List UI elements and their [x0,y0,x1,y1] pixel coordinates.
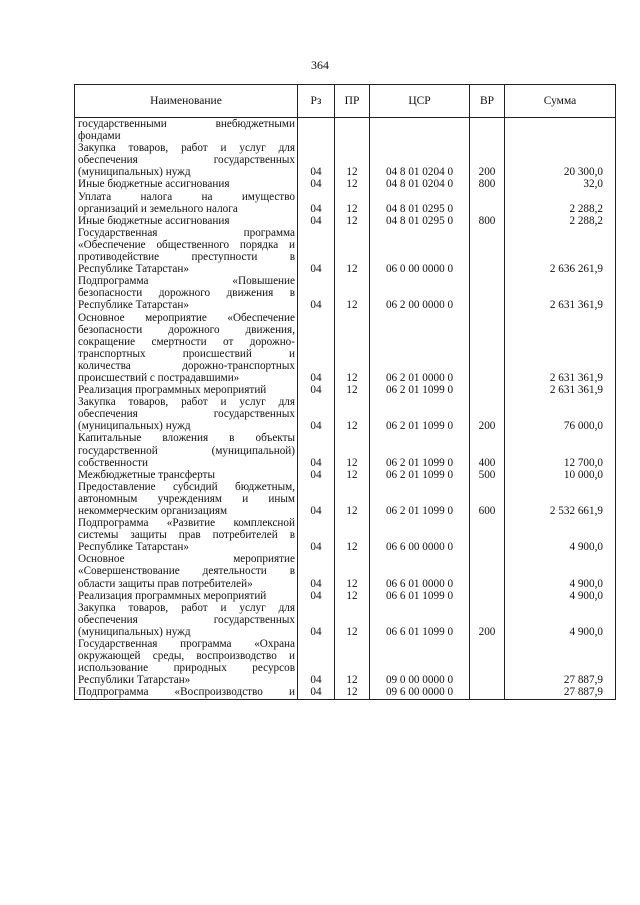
row-csr: 04 8 01 0295 0 [370,191,470,215]
header-csr: ЦСР [370,85,470,118]
row-name-line: происшествий с пострадавшими» [78,371,240,384]
row-rz: 04 [298,686,335,699]
row-name-line: Государственная программа «Охрана [78,638,295,651]
header-pr: ПР [335,85,370,118]
row-name [75,384,298,396]
row-csr: 06 2 01 1099 0 [370,481,470,517]
row-sum: 32,0 [505,178,616,190]
row-rz: 04 [298,275,335,311]
row-name [75,312,298,385]
row-csr: 06 6 01 0000 0 [370,553,470,589]
row-name [75,275,298,311]
row-vr [470,590,505,602]
row-name [75,227,298,275]
row-csr: 06 2 01 1099 0 [370,384,470,396]
row-vr [470,553,505,589]
row-name [75,553,298,589]
row-name-line: (муниципальных) нужд [78,420,191,433]
row-csr: 04 8 01 0204 0 [370,142,470,178]
table-row [75,275,616,311]
row-pr: 12 [335,142,370,178]
row-name [75,191,298,215]
row-csr: 04 8 01 0204 0 [370,178,470,190]
row-sum: 2 631 361,9 [505,312,616,385]
row-name-line: Закупка товаров, работ и услуг для [78,601,295,614]
table-row [75,396,616,432]
row-rz: 04 [298,602,335,638]
table-body [75,118,616,700]
table-row [75,481,616,517]
row-name-line: «Совершенствование деятельности в [78,565,295,578]
table-row [75,142,616,178]
row-pr: 12 [335,396,370,432]
row-rz: 04 [298,396,335,432]
row-sum: 10 000,0 [505,469,616,481]
row-sum: 2 532 661,9 [505,481,616,517]
row-rz: 04 [298,469,335,481]
header-sum: Сумма [505,85,616,118]
row-name [75,481,298,517]
row-vr [470,275,505,311]
row-name-line: (муниципальных) нужд [78,625,191,638]
row-name-line: организаций и земельного налога [78,202,238,215]
row-sum: 2 288,2 [505,215,616,227]
row-sum [505,118,616,143]
table-row [75,686,616,699]
row-name-line: Основное мероприятие «Обеспечение [78,311,295,324]
row-vr [470,517,505,553]
row-name-line: некоммерческим организациям [78,505,228,517]
row-vr: 800 [470,178,505,190]
row-rz: 04 [298,432,335,468]
row-sum: 12 700,0 [505,432,616,468]
row-name [75,590,298,602]
row-pr: 12 [335,686,370,699]
row-sum: 27 887,9 [505,686,616,699]
row-rz: 04 [298,481,335,517]
table-row [75,178,616,190]
row-csr: 06 0 00 0000 0 [370,227,470,275]
row-name-line: Реализация программных мероприятий [78,589,267,602]
row-vr [470,191,505,215]
row-name-line: противодействие преступности в [78,251,295,264]
row-pr: 12 [335,481,370,517]
row-vr: 500 [470,469,505,481]
row-sum: 4 900,0 [505,590,616,602]
row-name-line: Государственная программа [78,226,295,239]
row-name-line: Республике Татарстан» [78,299,189,312]
row-csr: 06 2 01 0000 0 [370,312,470,385]
row-name-line: Закупка товаров, работ и услуг для [78,142,295,155]
row-pr: 12 [335,178,370,190]
page-number: 364 [311,58,329,72]
row-rz: 04 [298,215,335,227]
row-csr: 09 6 00 0000 0 [370,686,470,699]
row-pr: 12 [335,275,370,311]
row-csr: 04 8 01 0295 0 [370,215,470,227]
table-row [75,191,616,215]
row-name-line: Основное мероприятие [78,553,295,566]
row-pr: 12 [335,191,370,215]
row-name-line: Межбюджетные трансферты [78,468,215,481]
row-vr [470,638,505,686]
table-row [75,602,616,638]
row-rz: 04 [298,638,335,686]
row-name-line: Подпрограмма «Повышение [78,275,295,288]
row-name-line: количества дорожно-транспортных [78,359,295,372]
row-vr [470,227,505,275]
table-row [75,215,616,227]
row-name-line: обеспечения государственных [78,613,295,626]
row-name-line: области защиты прав потребителей» [78,577,253,590]
row-pr: 12 [335,384,370,396]
row-name [75,602,298,638]
row-rz: 04 [298,384,335,396]
row-name-line: Республике Татарстан» [78,541,189,554]
row-sum: 4 900,0 [505,602,616,638]
table-row [75,312,616,385]
row-name [75,517,298,553]
row-vr [470,312,505,385]
table-row [75,118,616,143]
row-name [75,178,298,190]
row-rz: 04 [298,517,335,553]
row-vr: 200 [470,396,505,432]
table-row [75,384,616,396]
row-vr: 400 [470,432,505,468]
row-vr [470,384,505,396]
row-name [75,118,298,143]
row-name [75,686,298,699]
row-name-line: Реализация программных мероприятий [78,384,267,397]
row-name-line: Иные бюджетные ассигнования [78,214,230,227]
row-name-line: (муниципальных) нужд [78,166,191,179]
row-name-line: сокращение смертности от дорожно- [78,335,295,348]
table-row [75,227,616,275]
table-row [75,553,616,589]
row-pr: 12 [335,227,370,275]
row-name-line: Капитальные вложения в объекты [78,432,295,445]
row-name [75,215,298,227]
row-pr [335,118,370,143]
row-rz: 04 [298,191,335,215]
row-rz: 04 [298,312,335,385]
row-name-line: системы защиты прав потребителей в [78,529,295,542]
row-pr: 12 [335,590,370,602]
row-pr: 12 [335,469,370,481]
row-name-line: Подпрограмма «Развитие комплексной [78,517,295,530]
table-header [75,85,616,118]
row-pr: 12 [335,602,370,638]
row-vr [470,118,505,143]
row-sum: 2 631 361,9 [505,384,616,396]
row-name-line: обеспечения государственных [78,154,295,167]
row-sum: 2 636 261,9 [505,227,616,275]
row-name-line: окружающей среды, воспроизводство и [78,650,295,663]
row-pr: 12 [335,312,370,385]
row-csr: 06 2 01 1099 0 [370,396,470,432]
header-vr: ВР [470,85,505,118]
row-csr: 06 6 00 0000 0 [370,517,470,553]
table-row [75,469,616,481]
row-name-line: безопасности дорожного движения, [78,323,295,336]
row-name-line: обеспечения государственных [78,408,295,421]
row-name-line: государственными внебюджетными [78,118,295,130]
row-csr: 06 6 01 1099 0 [370,590,470,602]
row-csr [370,118,470,143]
row-vr: 200 [470,142,505,178]
row-name [75,142,298,178]
row-name-line: Республики Татарстан» [78,674,191,687]
row-rz: 04 [298,178,335,190]
row-pr: 12 [335,517,370,553]
table-row [75,517,616,553]
row-pr: 12 [335,432,370,468]
row-name-line: Закупка товаров, работ и услуг для [78,396,295,409]
row-name-line: «Обеспечение общественного порядка и [78,238,295,251]
row-name-line: государственной (муниципальной) [78,444,295,457]
row-pr: 12 [335,638,370,686]
row-sum: 2 288,2 [505,191,616,215]
header-name: Наименование [75,85,298,118]
header-row [75,85,616,118]
row-name-line: Иные бюджетные ассигнования [78,178,230,191]
row-sum: 4 900,0 [505,517,616,553]
row-pr: 12 [335,215,370,227]
row-rz: 04 [298,553,335,589]
row-name-line: автономным учреждениям и иным [78,492,295,505]
row-sum: 20 300,0 [505,142,616,178]
row-csr: 06 2 00 0000 0 [370,275,470,311]
row-name-line: безопасности дорожного движения в [78,287,295,300]
row-name [75,469,298,481]
row-vr: 200 [470,602,505,638]
row-csr: 09 0 00 0000 0 [370,638,470,686]
row-sum: 76 000,0 [505,396,616,432]
row-csr: 06 2 01 1099 0 [370,432,470,468]
table-row [75,432,616,468]
row-name [75,638,298,686]
row-name-line: Предоставление субсидий бюджетным, [78,480,295,493]
row-name-line: собственности [78,456,148,469]
row-vr [470,686,505,699]
row-name [75,396,298,432]
row-name-line: использование природных ресурсов [78,662,295,675]
row-sum: 2 631 361,9 [505,275,616,311]
table-row [75,638,616,686]
row-vr: 800 [470,215,505,227]
row-csr: 06 2 01 1099 0 [370,469,470,481]
row-rz: 04 [298,590,335,602]
row-rz: 04 [298,142,335,178]
row-sum: 4 900,0 [505,553,616,589]
row-csr: 06 6 01 1099 0 [370,602,470,638]
row-vr: 600 [470,481,505,517]
row-name [75,432,298,468]
row-name-line: Подпрограмма «Воспроизводство и [78,686,295,699]
row-rz: 04 [298,227,335,275]
row-name-line: транспортных происшествий и [78,347,295,360]
table-row [75,590,616,602]
row-sum: 27 887,9 [505,638,616,686]
row-name-line: Республике Татарстан» [78,263,189,276]
header-rz: Рз [298,85,335,118]
row-pr: 12 [335,553,370,589]
row-rz [298,118,335,143]
row-name-line: фондами [78,130,121,143]
row-name-line: Уплата налога на имущество [78,190,295,203]
budget-table [74,84,616,700]
